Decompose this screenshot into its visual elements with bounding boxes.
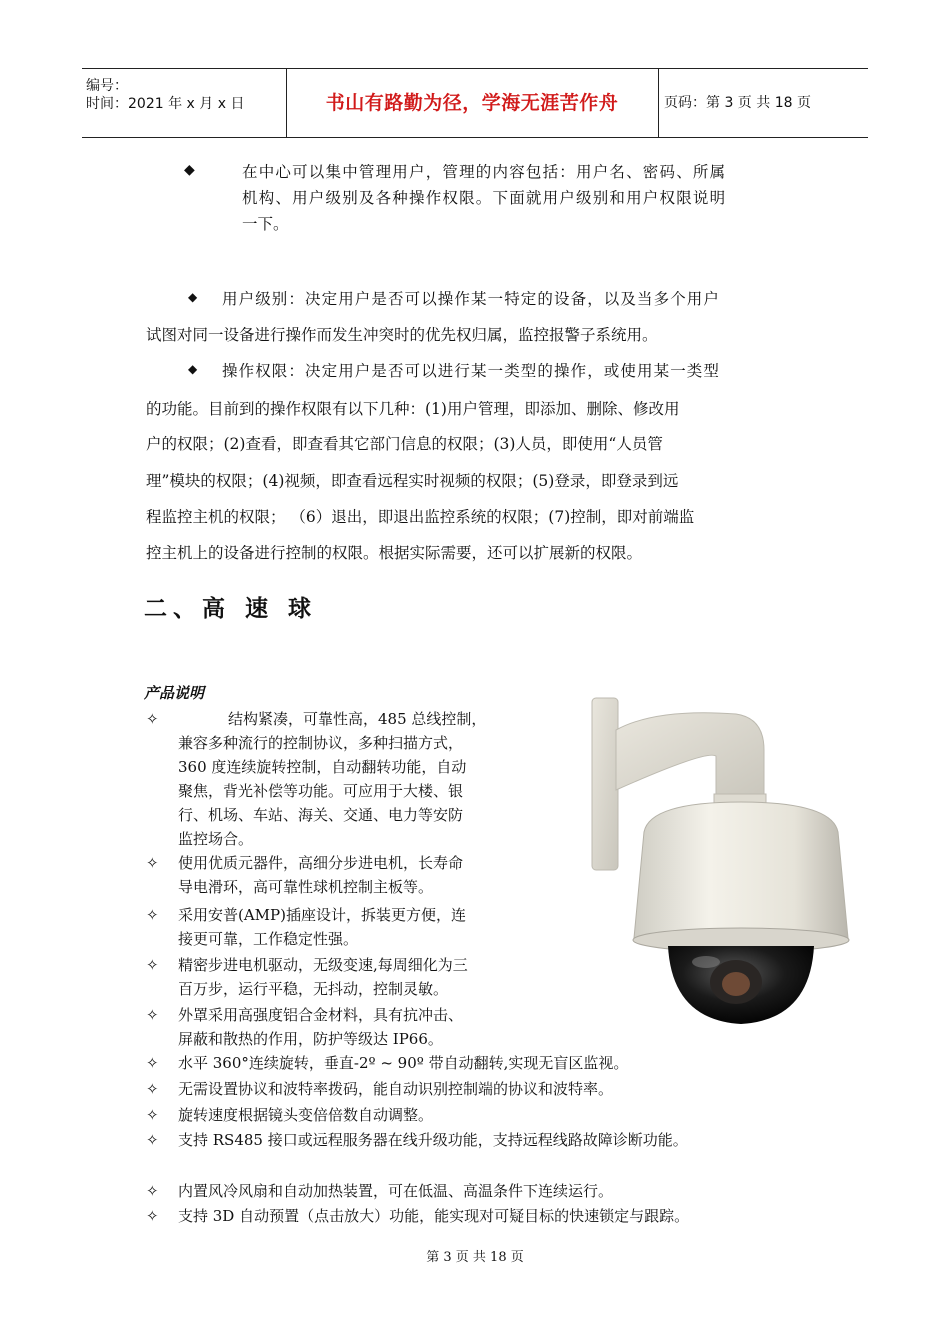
feature-1-line-5: 行、机场、车站、海关、交通、电力等安防 (178, 806, 464, 824)
star-outline-icon: ✧ (146, 1207, 159, 1225)
op-line-2: 的功能。目前到的操作权限有以下几种：(1)用户管理，即添加、删除、修改用 (146, 400, 680, 418)
feature-11-line-1: 支持 3D 自动预置（点击放大）功能，能实现对可疑目标的快速锁定与跟踪。 (178, 1207, 690, 1225)
star-outline-icon: ✧ (146, 1054, 159, 1072)
feature-3-line-1: 采用安普(AMP)插座设计，拆装更方便，连 (178, 906, 466, 924)
star-outline-icon: ✧ (146, 956, 159, 974)
page-footer: 第 3 页 共 18 页 (426, 1250, 524, 1265)
feature-3-line-2: 接更可靠，工作稳定性强。 (178, 930, 359, 948)
time-label: 时间：2021 年 x 月 x 日 (86, 96, 245, 112)
feature-1-line-2: 兼容多种流行的控制协议，多种扫描方式， (178, 734, 464, 752)
feature-2-line-1: 使用优质元器件，高细分步进电机，长寿命 (178, 854, 464, 872)
feature-9-line-1: 支持 RS485 接口或远程服务器在线升级功能，支持远程线路故障诊断功能。 (178, 1131, 688, 1149)
star-outline-icon: ✧ (146, 1106, 159, 1124)
intro-line-2: 机构、用户级别及各种操作权限。下面就用户级别和用户权限说明 (242, 189, 727, 207)
op-line-1: 操作权限：决定用户是否可以进行某一类型的操作，或使用某一类型 (222, 362, 721, 380)
user-level-line-1: 用户级别：决定用户是否可以操作某一特定的设备，以及当多个用户 (222, 290, 721, 308)
feature-5-line-2: 屏蔽和散热的作用，防护等级达 IP66。 (178, 1030, 443, 1048)
feature-1-line-1: 结构紧凑，可靠性高，485 总线控制， (228, 710, 487, 728)
op-line-4: 理”模块的权限；(4)视频，即查看远程实时视频的权限；(5)登录，即登录到远 (146, 472, 679, 490)
user-level-line-2: 试图对同一设备进行操作而发生冲突时的优先权归属，监控报警子系统用。 (146, 326, 658, 344)
feature-7-line-1: 无需设置协议和波特率拨码，能自动识别控制端的协议和波特率。 (178, 1080, 614, 1098)
star-outline-icon: ✧ (146, 1006, 159, 1024)
header-motto: 书山有路勤为径，学海无涯苦作舟 (286, 69, 659, 137)
op-line-3: 户的权限；(2)查看，即查看其它部门信息的权限；(3)人员，即使用“人员管 (146, 435, 663, 453)
product-heading: 产品说明 (144, 684, 205, 702)
speed-dome-camera-image (586, 690, 868, 1030)
feature-5-line-1: 外罩采用高强度铝合金材料，具有抗冲击、 (178, 1006, 464, 1024)
feature-10-line-1: 内置风冷风扇和自动加热装置，可在低温、高温条件下连续运行。 (178, 1182, 614, 1200)
header-meta-cell (82, 69, 287, 137)
feature-1-line-4: 聚焦，背光补偿等功能。可应用于大楼、银 (178, 782, 464, 800)
diamond-icon: ◆ (184, 162, 195, 178)
diamond-icon: ◆ (188, 362, 198, 376)
feature-2-line-2: 导电滑环，高可靠性球机控制主板等。 (178, 878, 434, 896)
star-outline-icon: ✧ (146, 710, 159, 728)
feature-1-line-6: 监控场合。 (178, 830, 254, 848)
star-outline-icon: ✧ (146, 1080, 159, 1098)
star-outline-icon: ✧ (146, 854, 159, 872)
feature-1-line-3: 360 度连续旋转控制，自动翻转功能，自动 (178, 758, 467, 776)
star-outline-icon: ✧ (146, 1182, 159, 1200)
op-line-6: 控主机上的设备进行控制的权限。根据实际需要，还可以扩展新的权限。 (146, 544, 643, 562)
page-header (82, 68, 868, 138)
feature-4-line-1: 精密步进电机驱动，无级变速,每周细化为三 (178, 956, 468, 974)
feature-4-line-2: 百万步，运行平稳，无抖动，控制灵敏。 (178, 980, 449, 998)
section-title: 二、高 速 球 (144, 596, 318, 622)
diamond-icon: ◆ (188, 290, 198, 304)
feature-6-line-1: 水平 360°连续旋转，垂直-2º ~ 90º 带自动翻转,实现无盲区监视。 (178, 1054, 629, 1072)
header-page-info: 页码：第 3 页 共 18 页 (664, 95, 811, 111)
star-outline-icon: ✧ (146, 906, 159, 924)
star-outline-icon: ✧ (146, 1131, 159, 1149)
intro-line-3: 一下。 (242, 215, 289, 233)
op-line-5: 程监控主机的权限； （6）退出，即退出监控系统的权限；(7)控制，即对前端监 (146, 508, 695, 526)
number-label: 编号： (86, 78, 128, 94)
intro-line-1: 在中心可以集中管理用户，管理的内容包括：用户名、密码、所属 (242, 163, 727, 181)
feature-8-line-1: 旋转速度根据镜头变倍倍数自动调整。 (178, 1106, 434, 1124)
